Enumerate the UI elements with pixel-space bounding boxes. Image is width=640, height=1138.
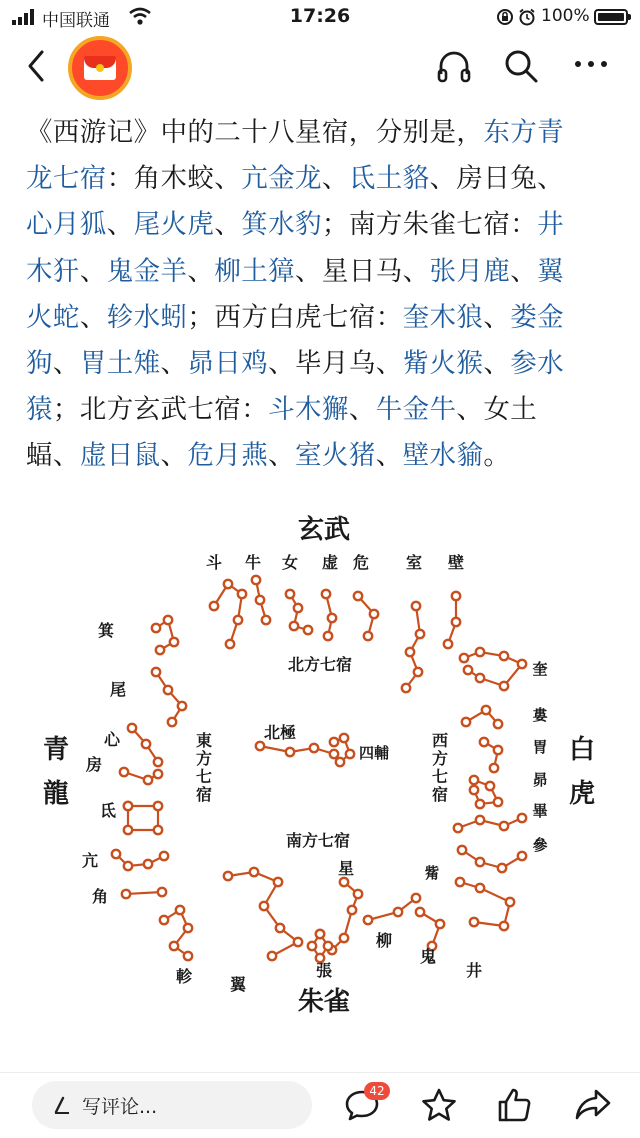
east-seven-label: 東 [195,731,213,750]
fang-star [120,768,128,776]
mansion-link[interactable]: 室火猪 [295,440,376,472]
wei-stomach-star [480,738,488,746]
west-mansion-label: 畢 [532,802,548,820]
xin-star [142,740,150,748]
kang-star [112,850,120,858]
mansion-link[interactable]: 轸水蚓 [106,301,188,333]
di-line [128,806,158,830]
east-mansion-label: 亢 [81,851,99,870]
lou-star [482,706,490,714]
east-mansion-label: 尾 [109,680,127,699]
lou-star [462,718,470,726]
mansion-link[interactable]: 胃土雉 [79,347,161,379]
mansion-link[interactable]: 虚日鼠 [79,440,161,472]
south-mansion-label: 軫 [175,967,193,986]
east-seven-label: 宿 [195,785,213,804]
west-mansion-label: 昴 [532,771,548,789]
niu-star [252,576,260,584]
wei-star [370,610,378,618]
east-direction-label: 青 [42,735,70,765]
mansion-link[interactable]: 箕水豹 [241,209,322,241]
bi-net-star [476,816,484,824]
zi-star [500,922,508,930]
zhen-star [176,906,184,914]
north-mansion-label: 危 [352,553,370,572]
west-direction-label: 虎 [568,779,596,809]
rotation-lock-icon [496,8,514,26]
west-seven-label: 七 [431,767,449,786]
mansion-link[interactable]: 柳土獐 [214,255,296,287]
south-mansion-label: 翼 [229,975,247,994]
article-body [26,110,616,480]
nu-star [294,604,302,612]
shi-star [416,630,424,638]
sifu-star [340,734,348,742]
west-mansion-label: 婁 [532,706,548,724]
shen-star [518,852,526,860]
zhen-star [170,942,178,950]
jiao-star [158,888,166,896]
west-seven-label: 宿 [431,785,449,804]
article-text: ；北方玄武七宿： [52,394,269,426]
mansion-link[interactable]: 氐土貉 [348,163,430,195]
ji-star [164,616,172,624]
liu-star [364,916,372,924]
article-text: 、 [79,255,107,287]
carrier-label: 中国联通 [42,11,110,31]
headphones-icon[interactable] [436,48,472,84]
article-text: 、 [214,209,242,241]
mansion-link[interactable]: 翼 [537,255,565,287]
battery-icon [594,9,628,25]
star-icon[interactable] [420,1087,458,1123]
gui-line [420,912,440,946]
xu-star [324,632,332,640]
mansion-link[interactable]: 斗木獬 [268,394,349,426]
east-seven-label: 方 [195,749,213,768]
xing-star [354,890,362,898]
article-text: 、 [348,394,376,426]
sifu-star [336,758,344,766]
di-star [154,802,162,810]
article-text: 、 [79,301,107,333]
east-mansion-label: 氐 [99,801,117,820]
zi-star [456,878,464,886]
shi-star [414,668,422,676]
article-line [26,295,616,341]
wei-tail-star [168,718,176,726]
mansion-link[interactable]: 张月鹿 [429,255,511,287]
liu-star [412,894,420,902]
north-mansion-label: 牛 [244,553,262,572]
gui-star [436,920,444,928]
star-chart-image [28,510,610,1040]
south-seven-label: 南方七宿 [285,831,351,850]
wei-tail-line [156,672,182,722]
gui-star [416,908,424,916]
di-star [154,826,162,834]
south-mansion-label: 鬼 [419,947,437,966]
zhen-star [184,924,192,932]
bi-net-line [458,818,522,828]
polaris-label: 北極 [263,723,297,742]
article-text: 、 [268,440,296,472]
north-seven-label: 北方七宿 [287,655,353,674]
mansion-link[interactable]: 壁水貐 [402,440,484,472]
bi-star [444,640,452,648]
mansion-link[interactable]: 狗 [26,347,53,379]
yi-star [268,952,276,960]
article-text: ；西方白虎七宿： [187,301,403,333]
shen-line [462,850,522,868]
sifu-star [346,750,354,758]
article-text: 、房日兔、 [429,163,565,195]
mao-star [476,800,484,808]
dou-star [234,616,242,624]
xing-star [348,906,356,914]
nu-star [286,590,294,598]
di-star [124,826,132,834]
kui-star [476,648,484,656]
north-mansion-label: 壁 [447,553,465,572]
liu-star [394,908,402,916]
article-text: 、 [483,347,511,379]
thumbs-up-icon[interactable] [496,1087,532,1123]
west-mansion-label: 奎 [532,660,548,678]
article-line [26,110,616,156]
comment-placeholder: 写评论... [82,1096,158,1118]
mansion-link[interactable]: 觜火猴 [402,347,484,379]
mansion-link[interactable]: 龙七宿 [26,163,107,195]
mansion-link[interactable]: 危月燕 [187,440,269,472]
east-mansion-label: 角 [91,887,109,906]
sifu-label: 四輔 [358,744,390,762]
dou-star [226,640,234,648]
ji-star [152,624,160,632]
article-text: 、 [187,255,215,287]
article-line [26,202,616,248]
mao-star [494,798,502,806]
pen-icon [52,1095,72,1115]
south-direction-label: 朱雀 [297,987,351,1017]
shi-star [406,648,414,656]
mansion-link[interactable]: 木犴 [26,255,80,287]
zhen-star [184,952,192,960]
yi-star [276,924,284,932]
west-direction-label: 白 [568,735,596,765]
north-mansion-label: 室 [405,553,423,572]
mansion-link[interactable]: 井 [537,209,565,241]
niu-star [256,596,264,604]
article-text: 、 [375,440,403,472]
mao-star [470,786,478,794]
west-seven-label: 方 [431,749,449,768]
mansion-link[interactable]: 牛金牛 [375,394,457,426]
shi-star [412,602,420,610]
kui-star [460,654,468,662]
comment-input[interactable] [32,1081,312,1129]
kang-star [144,860,152,868]
mao-star [486,782,494,790]
di-star [124,802,132,810]
mansion-link[interactable]: 娄金 [510,301,565,333]
yi-star [274,878,282,886]
mansion-link[interactable]: 参水 [510,347,565,379]
bi-star [452,592,460,600]
east-seven-label: 七 [195,767,213,786]
xing-star [340,878,348,886]
south-mansion-label: 張 [315,961,333,980]
polaris-star [286,748,294,756]
wei-tail-star [164,686,172,694]
clock: 17:26 [289,5,351,27]
yi-star [250,868,258,876]
mansion-link[interactable]: 东方青 [483,117,565,148]
article-text: 、 [52,347,80,379]
battery-percent: 100% [541,6,590,26]
jiao-line [126,892,162,894]
article-text: 《西游记》中的二十八星宿，分别是， [26,117,484,148]
article-line [26,249,616,295]
article-line [26,156,616,202]
article-text: 。 [483,440,511,472]
south-mansion-label: 柳 [375,931,393,950]
article-line [26,341,616,387]
dou-star [210,602,218,610]
fang-star [154,770,162,778]
north-mansion-label: 斗 [205,553,223,572]
mansion-link[interactable]: 昴日鸡 [187,347,269,379]
article-line [26,387,616,433]
west-mansion-label: 胃 [532,738,548,756]
kui-star [464,666,472,674]
zhang-star [308,942,316,950]
polaris-line [260,746,334,754]
back-icon[interactable] [22,48,52,84]
article-text: 、 [160,440,188,472]
article-text: ：角木蛟、 [106,163,242,195]
xu-star [328,614,336,622]
mansion-link[interactable]: 火蛇 [26,301,80,333]
north-direction-label: 玄武 [297,515,351,545]
east-mansion-label: 房 [85,755,103,774]
wei-star [364,632,372,640]
search-icon[interactable] [503,48,539,84]
ji-star [156,646,164,654]
yi-star [224,872,232,880]
kui-star [518,660,526,668]
mao-star [470,776,478,784]
article-text: 、女土 [456,394,538,426]
article-text: 、毕月乌、 [268,347,403,379]
kang-star [124,862,132,870]
west-mansion-label: 觜 [424,864,440,882]
niu-star [262,616,270,624]
dou-star [238,590,246,598]
east-mansion-label: 心 [103,730,121,749]
bi-net-star [518,814,526,822]
ji-star [170,638,178,646]
wei-stomach-star [490,764,498,772]
article-text: 、 [106,209,134,241]
bi-star [452,618,460,626]
article-text: 、星日马、 [295,255,430,287]
star-map-svg [28,510,610,1040]
yi-line [228,872,298,956]
south-mansion-label: 井 [465,961,483,980]
mansion-link[interactable]: 尾火虎 [133,209,215,241]
nu-star [304,626,312,634]
comment-count-badge: 42 [364,1082,390,1100]
mansion-link[interactable]: 心月狐 [26,209,107,241]
xin-star [128,724,136,732]
article-text: 、 [510,255,538,287]
article-text: 、 [321,163,349,195]
shen-star [476,858,484,866]
yi-star [294,938,302,946]
mansion-link[interactable]: 亢金龙 [241,163,322,195]
mansion-link[interactable]: 奎木狼 [402,301,484,333]
south-mansion-label: 星 [337,859,355,878]
lou-star [494,720,502,728]
bi-net-star [500,822,508,830]
article-line [26,433,616,479]
article-text: 蝠、 [26,440,80,472]
wei-star [354,592,362,600]
zhang-star [324,942,332,950]
bottom-action-bar [0,1072,640,1138]
kui-star [500,652,508,660]
east-mansion-label: 箕 [97,621,115,640]
alarm-icon [518,8,536,26]
zi-star [506,898,514,906]
yi-star [260,902,268,910]
north-mansion-label: 虚 [321,553,339,572]
kang-star [160,852,168,860]
east-direction-label: 龍 [42,779,70,809]
kui-star [476,674,484,682]
share-icon[interactable] [574,1087,612,1123]
xing-star [340,934,348,942]
sifu-star [330,738,338,746]
article-text: 、 [483,301,511,333]
bi-net-star [454,824,462,832]
status-bar [0,0,640,34]
fang-star [144,776,152,784]
polaris-star [310,744,318,752]
zhen-star [160,916,168,924]
shen-star [458,846,466,854]
mansion-link[interactable]: 猿 [26,394,53,426]
liu-line [368,898,416,920]
kui-star [500,682,508,690]
red-envelope-icon [84,56,116,80]
north-mansion-label: 女 [281,553,299,572]
west-seven-label: 西 [431,731,449,750]
wei-tail-star [152,668,160,676]
dou-star [224,580,232,588]
polaris-star [256,742,264,750]
xin-star [154,758,162,766]
xu-star [322,590,330,598]
zi-star [476,884,484,892]
nu-star [290,622,298,630]
jiao-star [122,890,130,898]
zi-star [470,918,478,926]
wei-tail-star [178,702,186,710]
more-icon[interactable] [573,52,609,76]
author-avatar[interactable] [68,36,132,100]
article-text: ；南方朱雀七宿： [321,209,538,241]
shi-star [402,684,410,692]
wei-stomach-star [494,746,502,754]
west-mansion-label: 參 [532,836,548,854]
mansion-link[interactable]: 鬼金羊 [106,255,188,287]
zhang-star [316,930,324,938]
article-text: 、 [160,347,188,379]
shen-star [498,864,506,872]
top-nav-bar [0,34,640,100]
polaris-star [330,750,338,758]
